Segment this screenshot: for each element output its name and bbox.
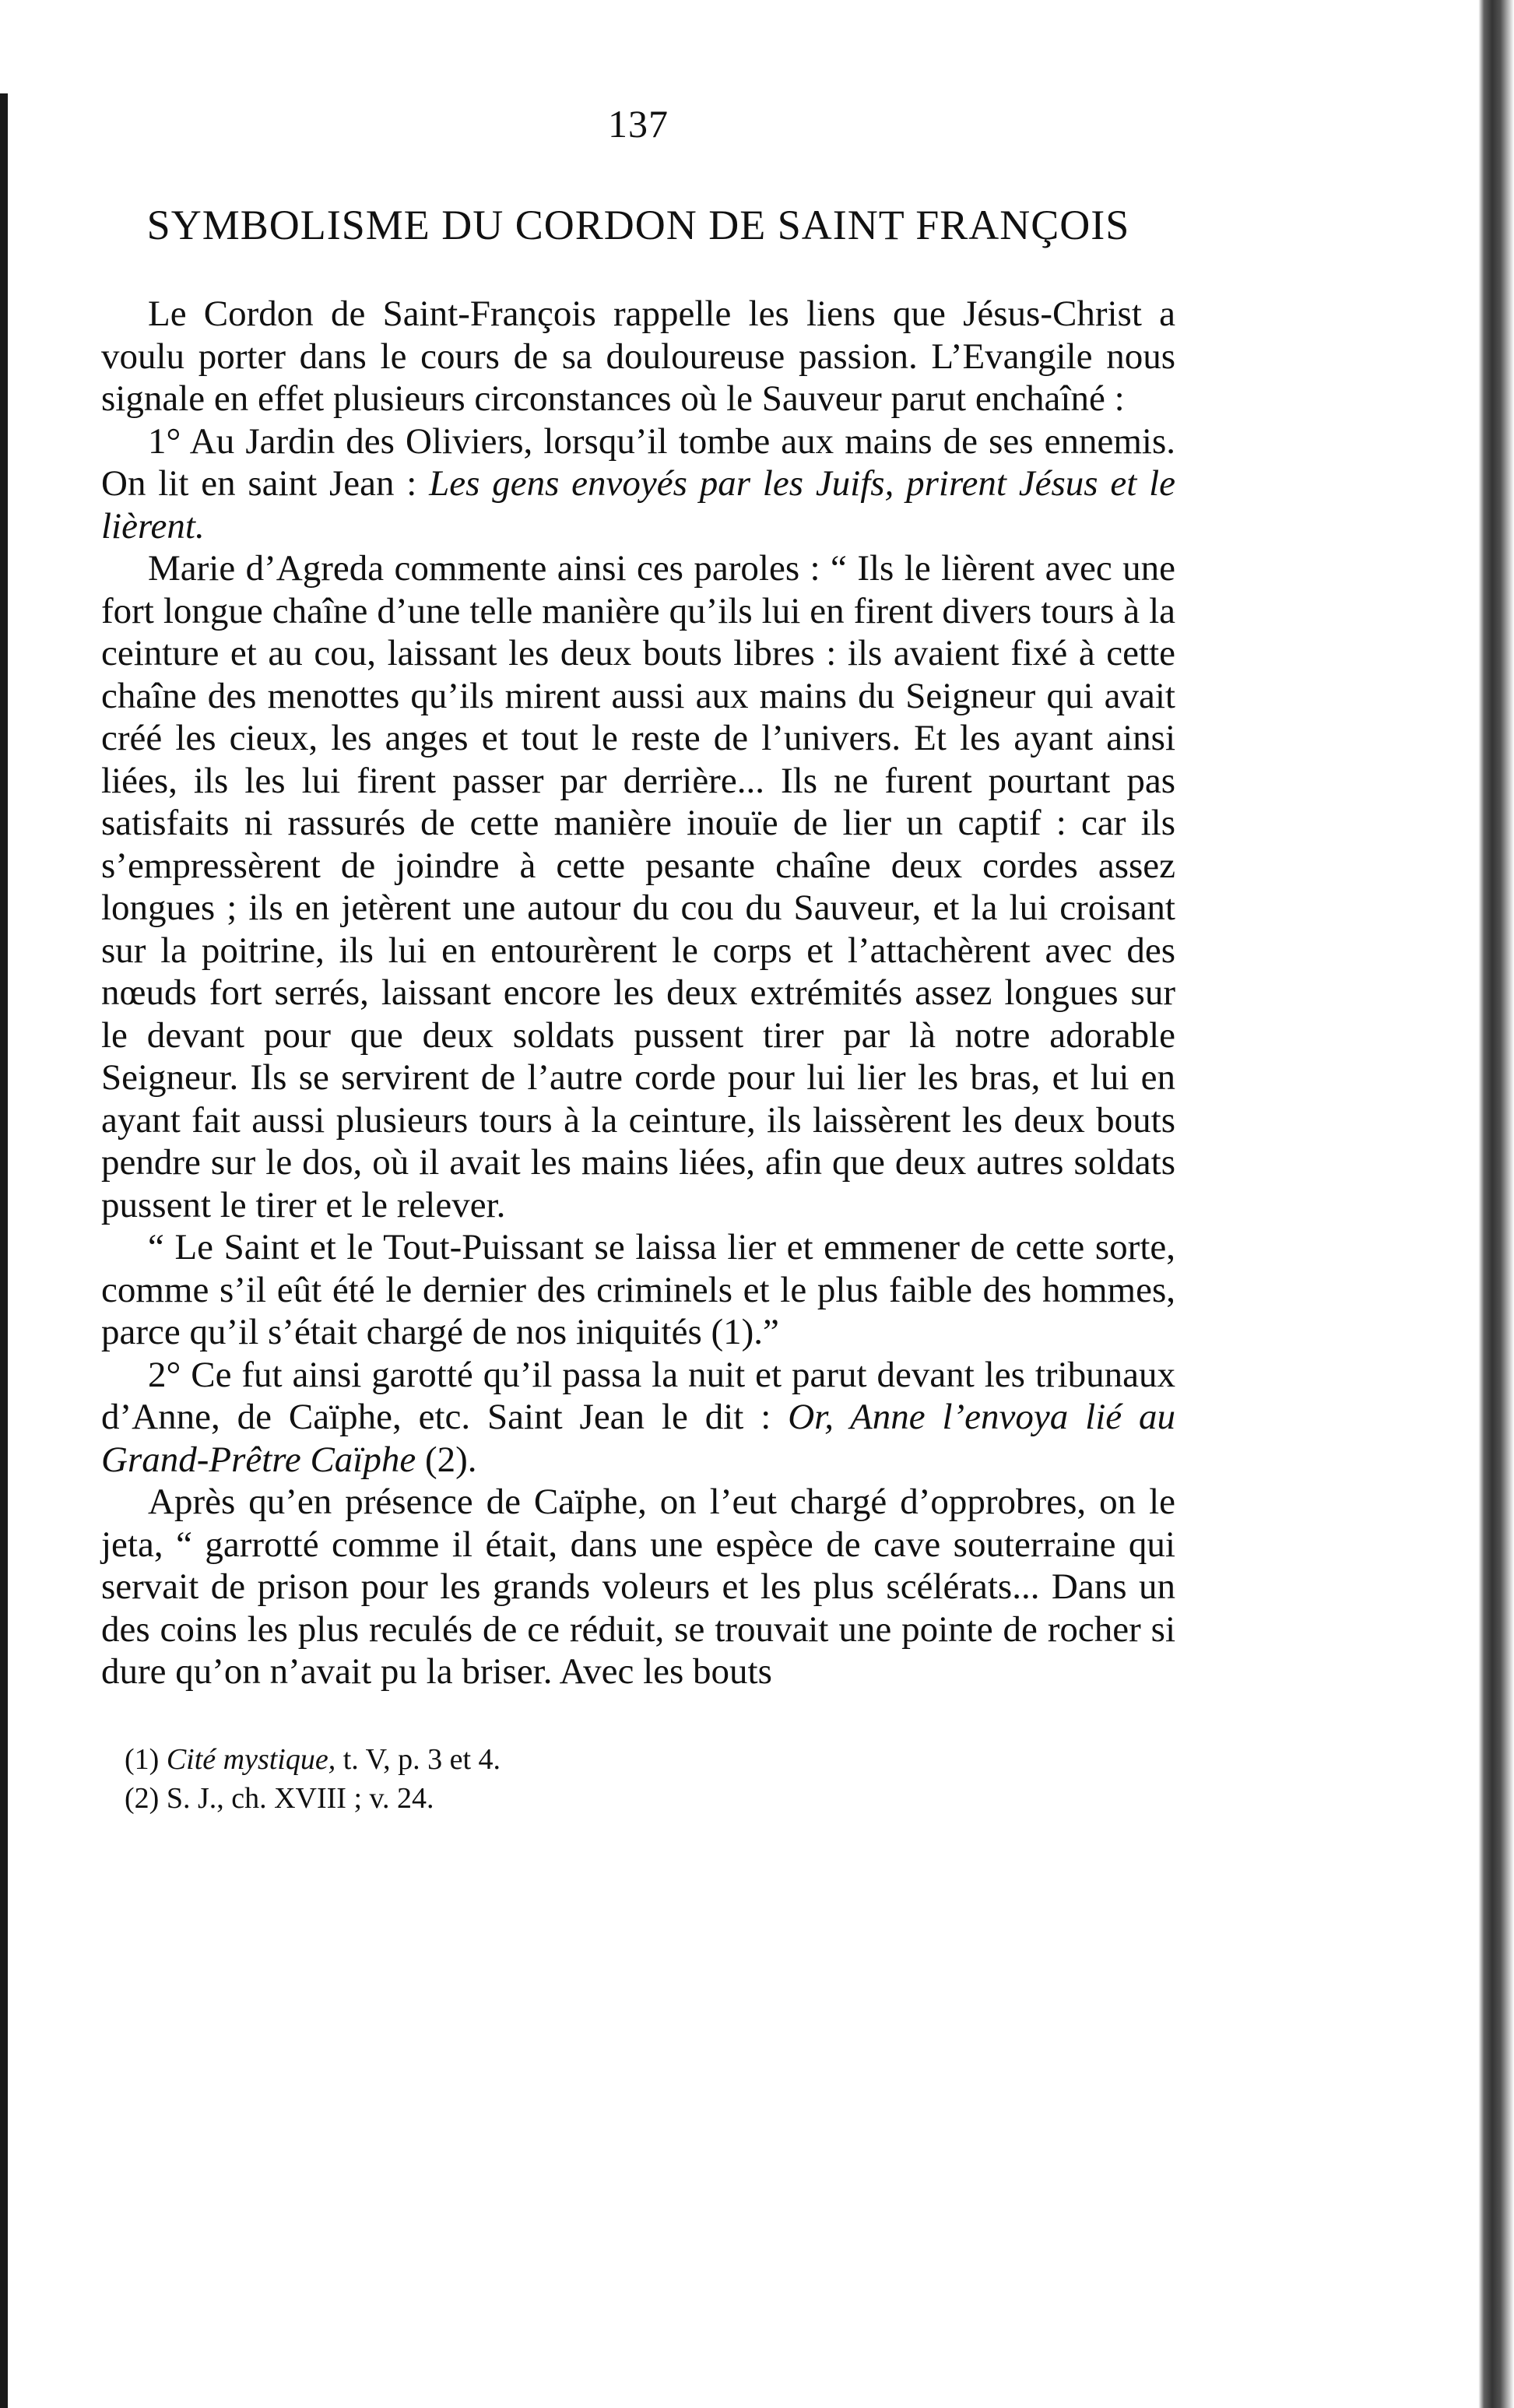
- page-body: [101, 293, 1175, 1693]
- paragraph-1: Le Cordon de Saint-François rappelle les liens que Jésus-Christ a voulu porter dans le cours de sa douloureuse passion. L’Evangile nous signale en effet plusieurs circonstances où le Sauveur parut enchaîné :: [101, 294, 1175, 419]
- paragraph-2: 1° Au Jardin des Oliviers, lorsqu’il tombe aux mains de ses ennemis. On lit en saint Jean : Les gens envoyés par les Juifs, prirent Jésus et le lièrent.: [101, 420, 1175, 547]
- footnote-2: (2) S. J., ch. XVIII ; v. 24.: [125, 1781, 434, 1815]
- footnotes: [101, 1740, 1175, 1818]
- paragraph-6: Après qu’en présence de Caïphe, on l’eut chargé d’opprobres, on le jeta, “ garrotté comme il était, dans une espèce de cave souterraine qui servait de prison pour les grands voleurs et les plus scélérats... Dans un des coins les plus reculés de ce réduit, se trouvait une pointe de rocher si dure qu’on n’avait pu la briser. Avec les bouts: [101, 1482, 1175, 1692]
- paragraph-4: “ Le Saint et le Tout-Puissant se laissa lier et emmener de cette sorte, comme s’il eût été le dernier des criminels et le plus faible des hommes, parce qu’il s’était chargé de nos iniquités (1).”: [101, 1227, 1175, 1352]
- page-right-edge: [1460, 0, 1514, 2408]
- paragraph-2-italic: Les gens envoyés par les Juifs, prirent Jésus et le lièrent.: [101, 463, 1175, 547]
- paragraph-5-italic: Or, Anne l’envoya lié au Grand-Prêtre Caïphe: [101, 1397, 1175, 1480]
- page-number: 137: [608, 102, 669, 146]
- page-left-edge: [0, 93, 8, 2408]
- page-title: SYMBOLISME DU CORDON DE SAINT FRANÇOIS: [146, 202, 1130, 248]
- paragraph-3: Marie d’Agreda commente ainsi ces paroles : “ Ils le lièrent avec une fort longue chaîne d’une telle manière qu’ils lui en firent divers tours à la ceinture et au cou, laissant les deux bouts libres : ils avaient fixé à cette chaîne des menottes qu’ils mirent aussi aux mains du Seigneur qui avait créé les cieux, les anges et tout le reste de l’univers. Et les ayant ainsi liées, ils les lui firent passer par derrière... Ils ne furent pourtant pas satisfaits ni rassurés de cette manière inouïe de lier un captif : car ils s’empressèrent de joindre à cette pesante chaîne deux cordes assez longues ; ils en jetèrent une autour du cou du Sauveur, et la lui croisant sur la poitrine, ils lui en entourèrent le corps et l’attachèrent avec des nœuds fort serrés, laissant encore les deux extrémités assez longues sur le devant pour que deux soldats pussent tirer par là notre adorable Seigneur. Ils se servirent de l’autre corde pour lui lier les bras, et lui en ayant fait aussi plusieurs tours à la ceinture, ils laissèrent les deux bouts pendre sur le dos, où il avait les mains liées, afin que deux autres soldats pussent le tirer et le relever.: [101, 548, 1175, 1225]
- book-page: [101, 101, 1175, 1818]
- footnote-1: (1) Cité mystique, t. V, p. 3 et 4.: [125, 1742, 501, 1776]
- paragraph-5: 2° Ce fut ainsi garotté qu’il passa la nuit et parut devant les tribunaux d’Anne, de Caïphe, etc. Saint Jean le dit : Or, Anne l’envoya lié au Grand-Prêtre Caïphe (2).: [101, 1354, 1175, 1480]
